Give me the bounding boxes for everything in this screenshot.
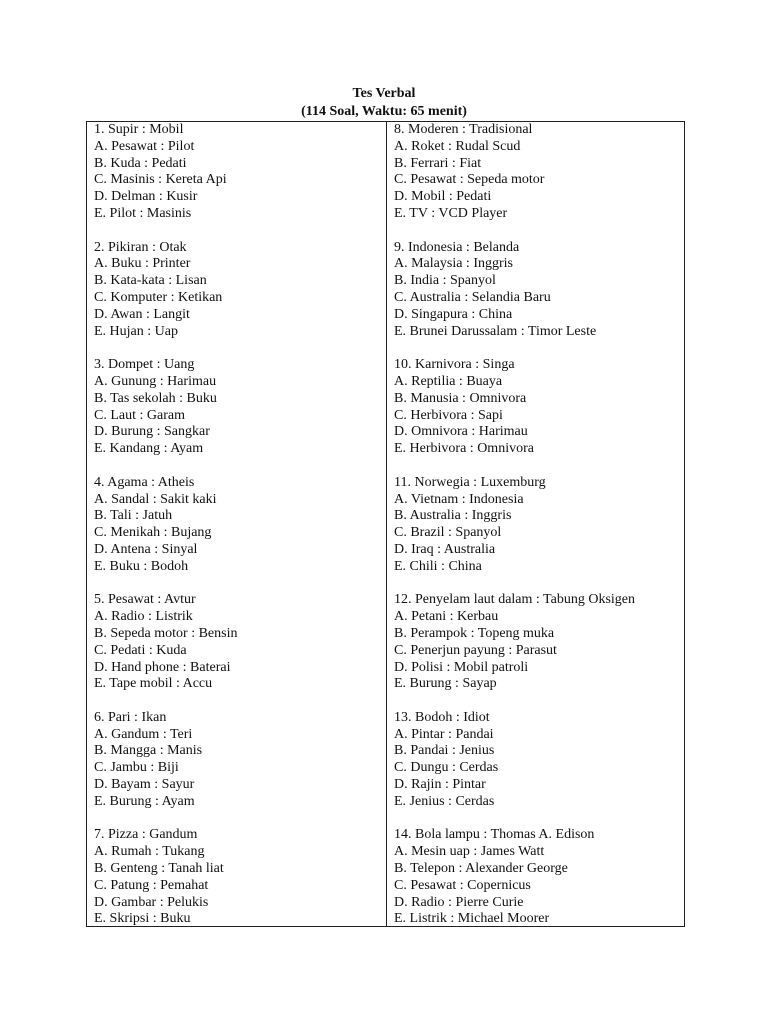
question-stem: 14. Bola lampu : Thomas A. Edison bbox=[394, 827, 595, 843]
answer-option: A. Pesawat : Pilot bbox=[94, 138, 195, 154]
answer-option: E. Kandang : Ayam bbox=[94, 441, 204, 457]
question-block bbox=[94, 710, 386, 811]
question-block bbox=[394, 122, 684, 223]
question-stem: 4. Agama : Atheis bbox=[94, 474, 195, 490]
answer-option: B. Tas sekolah : Buku bbox=[94, 390, 217, 406]
question-stem: 2. Pikiran : Otak bbox=[94, 239, 187, 255]
answer-option: B. Kata-kata : Lisan bbox=[94, 273, 207, 289]
question-block bbox=[394, 827, 684, 928]
answer-option: A. Malaysia : Inggris bbox=[394, 256, 513, 272]
answer-option: D. Omnivora : Harimau bbox=[394, 424, 528, 440]
answer-option: C. Patung : Pemahat bbox=[94, 877, 209, 893]
question-stem: 3. Dompet : Uang bbox=[94, 357, 195, 373]
test-header bbox=[0, 85, 768, 121]
answer-option: D. Polisi : Mobil patroli bbox=[394, 659, 529, 675]
answer-option: E. Listrik : Michael Moorer bbox=[394, 911, 550, 927]
answer-option: B. India : Spanyol bbox=[394, 273, 496, 289]
question-stem: 8. Moderen : Tradisional bbox=[394, 122, 533, 137]
answer-option: D. Radio : Pierre Curie bbox=[394, 894, 524, 910]
questions-table bbox=[86, 121, 685, 927]
test-subtitle: (114 Soal, Waktu: 65 menit) bbox=[301, 104, 467, 119]
question-stem: 1. Supir : Mobil bbox=[94, 122, 184, 137]
question-stem: 11. Norwegia : Luxemburg bbox=[394, 474, 546, 490]
answer-option: E. Burung : Ayam bbox=[94, 793, 195, 809]
answer-option: C. Pesawat : Copernicus bbox=[394, 877, 531, 893]
answer-option: A. Pintar : Pandai bbox=[394, 726, 494, 742]
answer-option: C. Menikah : Bujang bbox=[94, 525, 212, 541]
question-stem: 13. Bodoh : Idiot bbox=[394, 709, 490, 725]
answer-option: B. Perampok : Topeng muka bbox=[394, 625, 555, 641]
answer-option: B. Kuda : Pedati bbox=[94, 155, 187, 171]
answer-option: A. Roket : Rudal Scud bbox=[394, 138, 521, 154]
answer-option: D. Hand phone : Baterai bbox=[94, 659, 231, 675]
question-block bbox=[94, 357, 386, 458]
answer-option: E. Brunei Darussalam : Timor Leste bbox=[394, 323, 597, 339]
question-block bbox=[94, 475, 386, 576]
answer-option: B. Tali : Jatuh bbox=[94, 508, 173, 524]
answer-option: D. Gambar : Pelukis bbox=[94, 894, 209, 910]
answer-option: C. Komputer : Ketikan bbox=[94, 289, 223, 305]
question-block bbox=[94, 240, 386, 341]
answer-option: E. Chili : China bbox=[394, 558, 482, 574]
answer-option: C. Penerjun payung : Parasut bbox=[394, 642, 557, 658]
answer-option: B. Ferrari : Fiat bbox=[394, 155, 482, 171]
question-block bbox=[394, 240, 684, 341]
question-block bbox=[394, 357, 684, 458]
answer-option: A. Gunung : Harimau bbox=[94, 373, 217, 389]
answer-option: E. TV : VCD Player bbox=[394, 205, 508, 221]
answer-option: E. Burung : Sayap bbox=[394, 676, 497, 692]
answer-option: B. Mangga : Manis bbox=[94, 743, 203, 759]
answer-option: E. Herbivora : Omnivora bbox=[394, 441, 534, 457]
answer-option: B. Manusia : Omnivora bbox=[394, 390, 527, 406]
answer-option: B. Telepon : Alexander George bbox=[394, 861, 568, 877]
questions-column-left bbox=[87, 122, 387, 926]
answer-option: C. Australia : Selandia Baru bbox=[394, 289, 551, 305]
question-stem: 7. Pizza : Gandum bbox=[94, 827, 198, 843]
answer-option: C. Brazil : Spanyol bbox=[394, 525, 502, 541]
question-stem: 10. Karnivora : Singa bbox=[394, 357, 515, 373]
answer-option: D. Antena : Sinyal bbox=[94, 541, 198, 557]
answer-option: A. Vietnam : Indonesia bbox=[394, 491, 524, 507]
question-block bbox=[394, 475, 684, 576]
question-stem: 12. Penyelam laut dalam : Tabung Oksigen bbox=[394, 592, 635, 608]
answer-option: D. Delman : Kusir bbox=[94, 189, 198, 205]
answer-option: A. Rumah : Tukang bbox=[94, 844, 205, 860]
answer-option: D. Mobil : Pedati bbox=[394, 189, 492, 205]
answer-option: E. Skripsi : Buku bbox=[94, 911, 191, 927]
test-title: Tes Verbal bbox=[352, 86, 416, 101]
answer-option: C. Pesawat : Sepeda motor bbox=[394, 172, 545, 188]
answer-option: D. Iraq : Australia bbox=[394, 541, 496, 557]
answer-option: A. Radio : Listrik bbox=[94, 609, 193, 625]
question-block bbox=[94, 122, 386, 223]
answer-option: C. Dungu : Cerdas bbox=[394, 760, 499, 776]
answer-option: D. Rajin : Pintar bbox=[394, 777, 486, 793]
answer-option: A. Petani : Kerbau bbox=[394, 609, 499, 625]
question-stem: 9. Indonesia : Belanda bbox=[394, 239, 520, 255]
answer-option: E. Hujan : Uap bbox=[94, 323, 178, 339]
question-stem: 5. Pesawat : Avtur bbox=[94, 592, 196, 608]
answer-option: D. Burung : Sangkar bbox=[94, 424, 210, 440]
answer-option: E. Jenius : Cerdas bbox=[394, 793, 495, 809]
answer-option: B. Sepeda motor : Bensin bbox=[94, 625, 238, 641]
question-block bbox=[394, 710, 684, 811]
question-block bbox=[94, 592, 386, 693]
answer-option: E. Pilot : Masinis bbox=[94, 205, 192, 221]
question-stem: 6. Pari : Ikan bbox=[94, 709, 167, 725]
answer-option: C. Masinis : Kereta Api bbox=[94, 172, 227, 188]
answer-option: A. Gandum : Teri bbox=[94, 726, 193, 742]
answer-option: B. Australia : Inggris bbox=[394, 508, 512, 524]
answer-option: E. Buku : Bodoh bbox=[94, 558, 189, 574]
answer-option: B. Pandai : Jenius bbox=[394, 743, 495, 759]
answer-option: A. Buku : Printer bbox=[94, 256, 191, 272]
answer-option: E. Tape mobil : Accu bbox=[94, 676, 213, 692]
answer-option: D. Bayam : Sayur bbox=[94, 777, 195, 793]
answer-option: A. Reptilia : Buaya bbox=[394, 373, 503, 389]
questions-column-right bbox=[387, 122, 684, 926]
answer-option: D. Singapura : China bbox=[394, 306, 513, 322]
answer-option: A. Sandal : Sakit kaki bbox=[94, 491, 217, 507]
answer-option: C. Herbivora : Sapi bbox=[394, 407, 503, 423]
answer-option: D. Awan : Langit bbox=[94, 306, 190, 322]
question-block bbox=[94, 827, 386, 928]
answer-option: A. Mesin uap : James Watt bbox=[394, 844, 545, 860]
answer-option: C. Pedati : Kuda bbox=[94, 642, 187, 658]
answer-option: C. Laut : Garam bbox=[94, 407, 185, 423]
answer-option: C. Jambu : Biji bbox=[94, 760, 179, 776]
answer-option: B. Genteng : Tanah liat bbox=[94, 861, 224, 877]
question-block bbox=[394, 592, 684, 693]
